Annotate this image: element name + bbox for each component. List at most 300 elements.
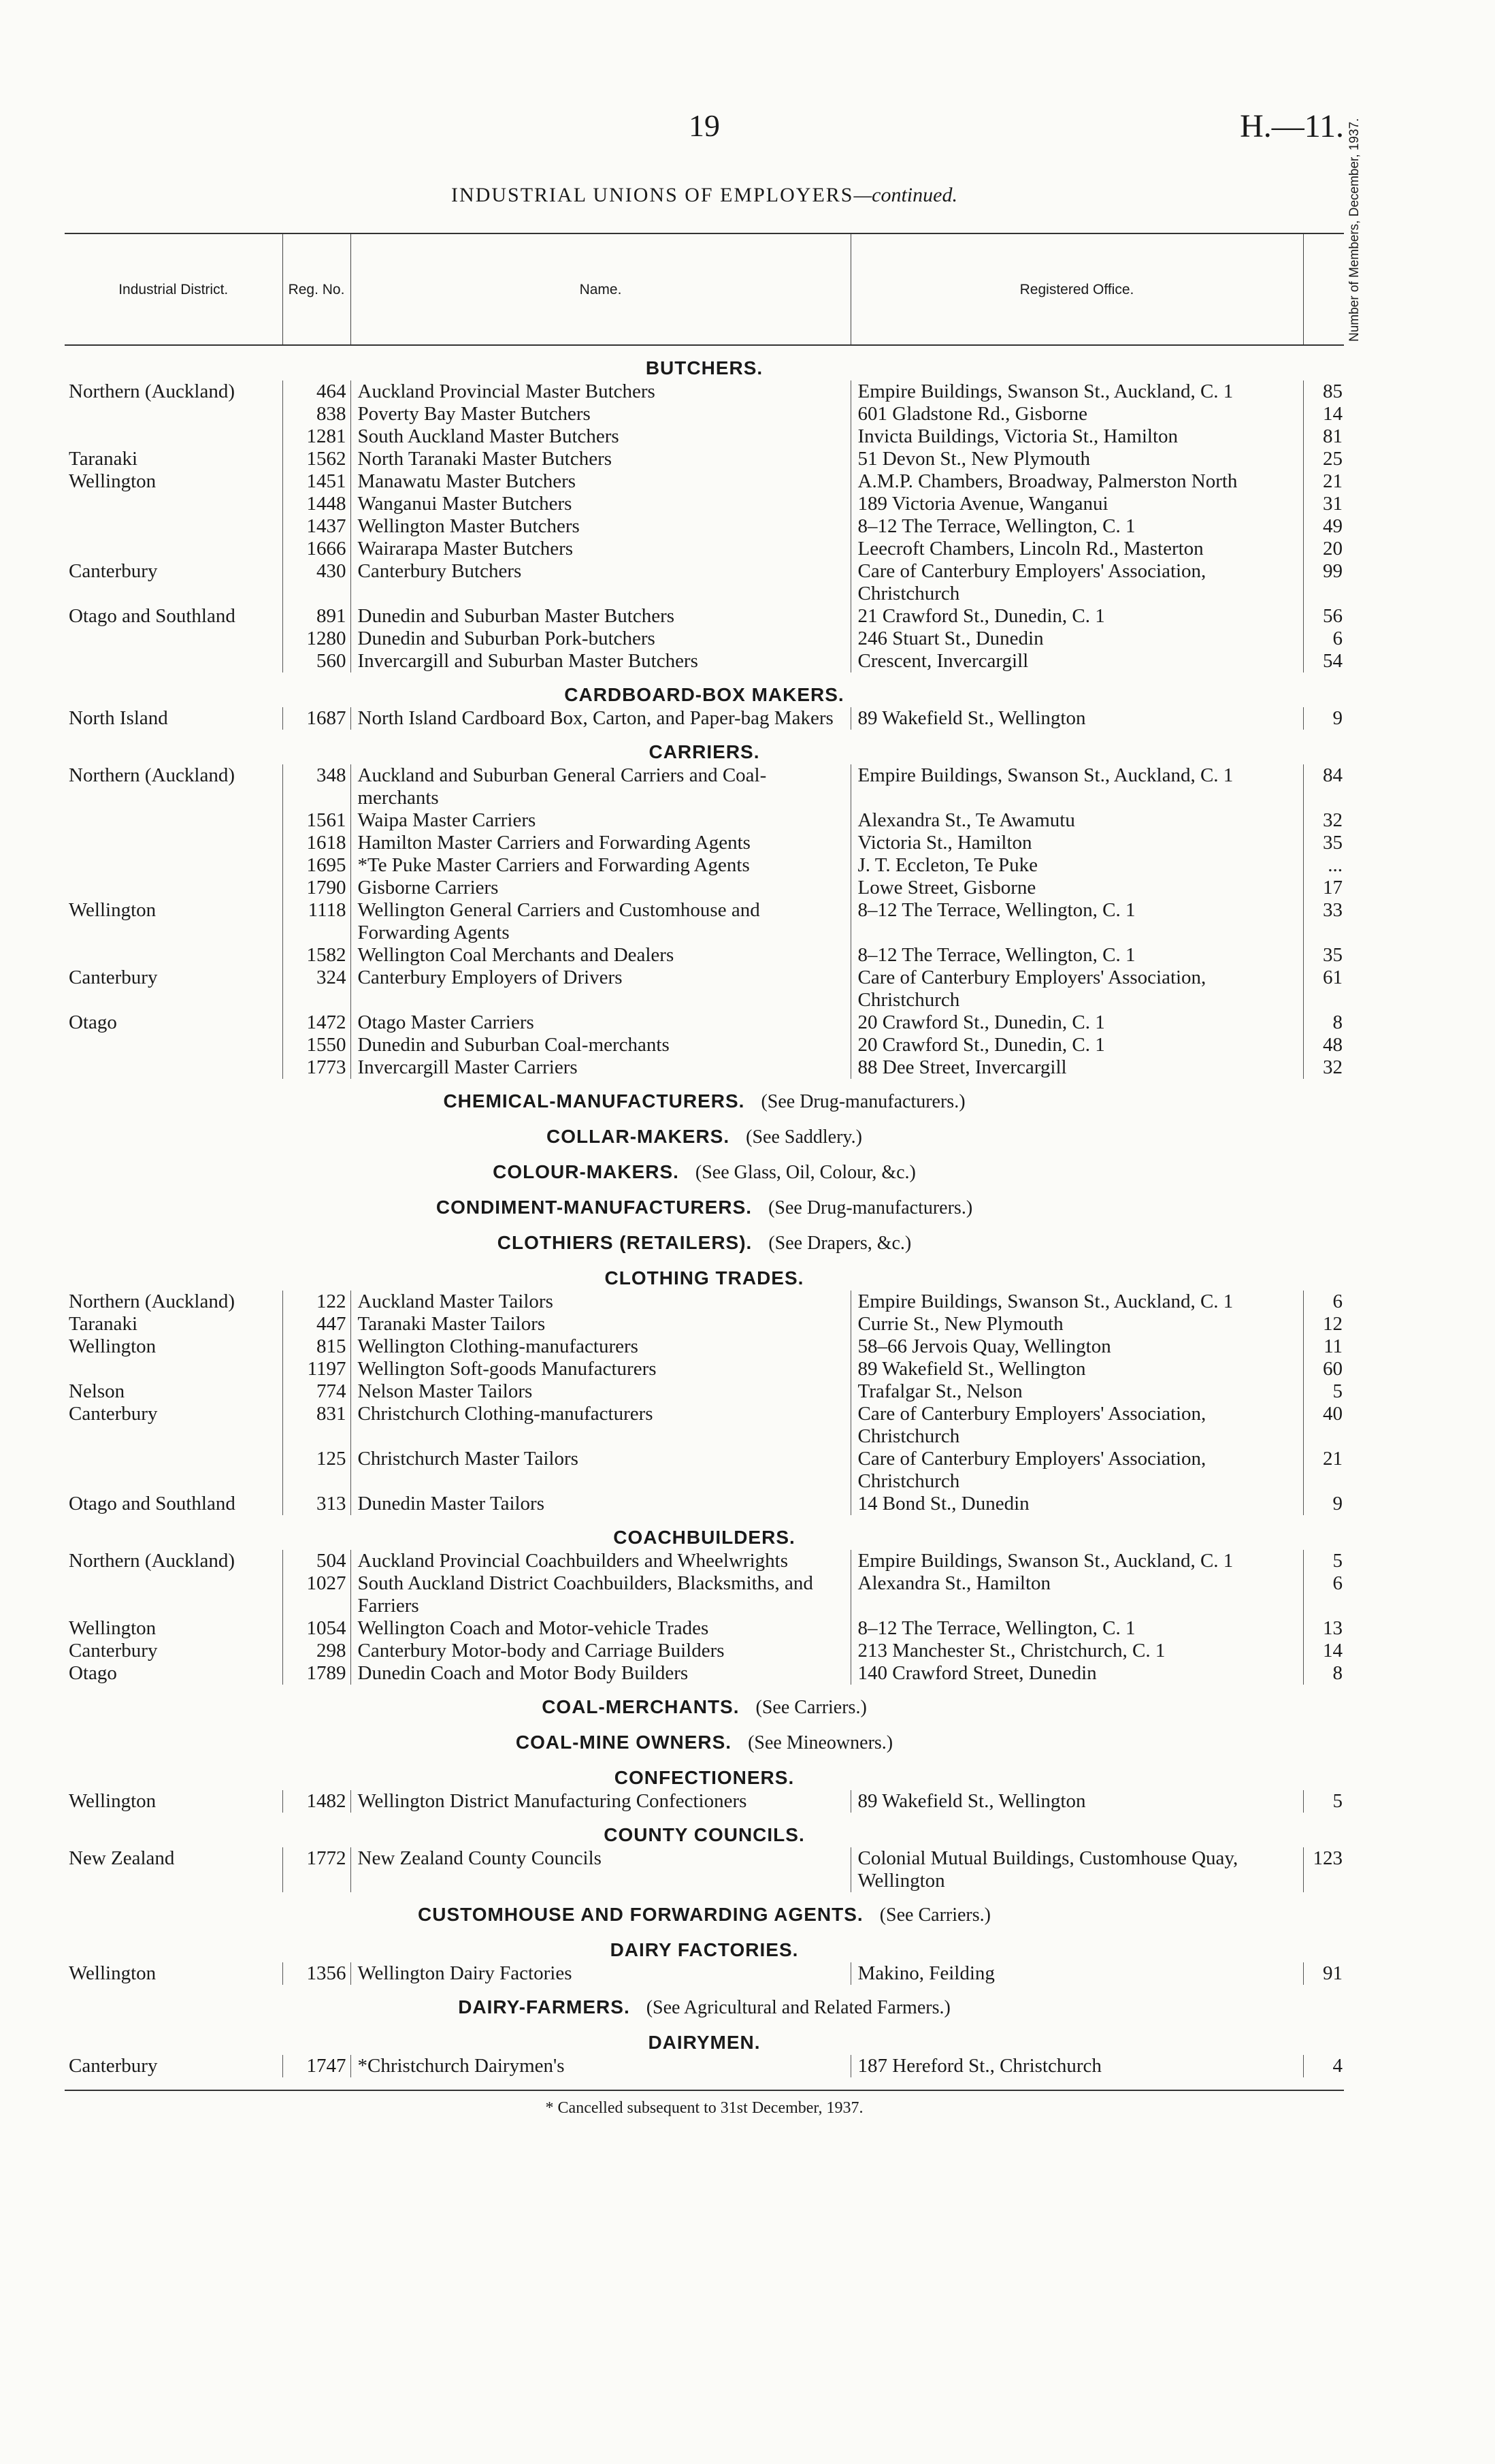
members-cell: 123 (1303, 1847, 1344, 1892)
district-cell (65, 1572, 282, 1617)
union-name-cell: Poverty Bay Master Butchers (350, 403, 851, 425)
section-see-reference: (See Carriers.) (879, 1904, 991, 1926)
members-cell: ... (1303, 854, 1344, 877)
union-name-cell: Dunedin and Suburban Pork-butchers (350, 628, 851, 650)
union-name-cell: Nelson Master Tailors (350, 1380, 851, 1403)
section-heading (65, 2020, 1344, 2055)
office-cell: 89 Wakefield St., Wellington (851, 1790, 1303, 1813)
section-title: CLOTHING TRADES. (604, 1267, 804, 1288)
col-header-name: Name. (350, 233, 851, 345)
reg-no-cell: 1448 (282, 493, 350, 515)
reg-no-cell: 1772 (282, 1847, 350, 1892)
district-cell (65, 650, 282, 672)
section-heading (65, 1150, 1344, 1185)
members-cell: 8 (1303, 1662, 1344, 1685)
district-cell (65, 628, 282, 650)
section-see-reference: (See Drug-manufacturers.) (761, 1091, 966, 1112)
section-heading-row (65, 1720, 1344, 1755)
table-row (65, 628, 1344, 650)
reg-no-cell: 1582 (282, 944, 350, 967)
members-cell: 6 (1303, 628, 1344, 650)
district-cell: Otago and Southland (69, 605, 235, 627)
office-cell: 8–12 The Terrace, Wellington, C. 1 (851, 515, 1303, 538)
office-cell: 8–12 The Terrace, Wellington, C. 1 (851, 899, 1303, 944)
reg-no-cell: 831 (282, 1403, 350, 1448)
table-row (65, 560, 1344, 605)
reg-no-cell: 891 (282, 605, 350, 628)
table-row (65, 1313, 1344, 1335)
district-cell: Wellington (69, 1335, 157, 1357)
reg-no-cell: 838 (282, 403, 350, 425)
members-cell: 8 (1303, 1011, 1344, 1034)
district-cell: Wellington (69, 899, 157, 921)
members-cell: 81 (1303, 425, 1344, 448)
district-cell: Otago (69, 1662, 117, 1684)
office-cell: Currie St., New Plymouth (851, 1313, 1303, 1335)
table-row (65, 854, 1344, 877)
office-cell: 20 Crawford St., Dunedin, C. 1 (851, 1034, 1303, 1056)
members-cell: 56 (1303, 605, 1344, 628)
district-cell (65, 1056, 282, 1079)
table-row (65, 1335, 1344, 1358)
section-heading (65, 1985, 1344, 2020)
reg-no-cell: 1561 (282, 809, 350, 832)
section-heading (65, 1114, 1344, 1150)
union-name-cell: Auckland Master Tailors (350, 1291, 851, 1313)
reg-no-cell: 1618 (282, 832, 350, 854)
district-cell (65, 1448, 282, 1493)
office-cell: 14 Bond St., Dunedin (851, 1493, 1303, 1515)
section-title: CARDBOARD-BOX MAKERS. (564, 684, 844, 705)
reg-no-cell: 313 (282, 1493, 350, 1515)
members-cell: 20 (1303, 538, 1344, 560)
district-cell: Otago and Southland (69, 1493, 235, 1514)
union-name-cell: Manawatu Master Butchers (350, 470, 851, 493)
section-title: DAIRYMEN. (648, 2032, 761, 2053)
table-row (65, 2055, 1344, 2077)
district-cell: Taranaki (69, 448, 138, 470)
union-name-cell: Invercargill and Suburban Master Butchers (350, 650, 851, 672)
union-name-cell: Auckland Provincial Coachbuilders and Wheelwrights (350, 1550, 851, 1572)
office-cell: Invicta Buildings, Victoria St., Hamilton (851, 425, 1303, 448)
district-cell: Wellington (69, 470, 157, 492)
office-cell: Care of Canterbury Employers' Association, Christchurch (851, 1448, 1303, 1493)
district-cell: Otago (69, 1011, 117, 1033)
section-title: CLOTHIERS (RETAILERS). (497, 1232, 753, 1253)
table-row (65, 1572, 1344, 1617)
table-row (65, 809, 1344, 832)
table-row (65, 764, 1344, 809)
section-see-reference: (See Mineowners.) (748, 1732, 893, 1753)
members-cell: 99 (1303, 560, 1344, 605)
district-cell: Nelson (69, 1380, 125, 1402)
reg-no-cell: 1666 (282, 538, 350, 560)
table-row (65, 380, 1344, 403)
union-name-cell: South Auckland District Coachbuilders, Blacksmiths, and Farriers (350, 1572, 851, 1617)
reg-no-cell: 1482 (282, 1790, 350, 1813)
section-heading (65, 1185, 1344, 1220)
section-heading-row (65, 345, 1344, 380)
section-heading-row (65, 1985, 1344, 2020)
office-cell: 189 Victoria Avenue, Wanganui (851, 493, 1303, 515)
table-header-row (65, 233, 1344, 345)
table-row (65, 403, 1344, 425)
office-cell: A.M.P. Chambers, Broadway, Palmerston North (851, 470, 1303, 493)
district-cell (65, 832, 282, 854)
section-title: DAIRY FACTORIES. (610, 1939, 799, 1960)
reg-no-cell: 1027 (282, 1572, 350, 1617)
office-cell: J. T. Eccleton, Te Puke (851, 854, 1303, 877)
reg-no-cell: 324 (282, 967, 350, 1011)
reg-no-cell: 1687 (282, 707, 350, 730)
reg-no-cell: 1562 (282, 448, 350, 470)
members-cell: 32 (1303, 809, 1344, 832)
district-cell: Taranaki (69, 1313, 138, 1335)
office-cell: Lowe Street, Gisborne (851, 877, 1303, 899)
members-cell: 21 (1303, 470, 1344, 493)
page-header (65, 102, 1344, 184)
reg-no-cell: 1789 (282, 1662, 350, 1685)
table-row (65, 650, 1344, 672)
section-title: CARRIERS. (648, 741, 760, 762)
union-name-cell: Gisborne Carriers (350, 877, 851, 899)
members-label: Number of Members, December, 1937. (1347, 118, 1362, 342)
office-cell: Alexandra St., Te Awamutu (851, 809, 1303, 832)
office-cell: 246 Stuart St., Dunedin (851, 628, 1303, 650)
district-cell (65, 425, 282, 448)
section-heading (65, 1928, 1344, 1962)
table-row (65, 899, 1344, 944)
bottom-rule (65, 2090, 1344, 2091)
union-name-cell: Wellington Clothing-manufacturers (350, 1335, 851, 1358)
table-row (65, 605, 1344, 628)
reg-no-cell: 1281 (282, 425, 350, 448)
section-see-reference: (See Agricultural and Related Farmers.) (646, 1997, 951, 2018)
office-cell: 187 Hereford St., Christchurch (851, 2055, 1303, 2077)
table-row (65, 1403, 1344, 1448)
office-cell: Leecroft Chambers, Lincoln Rd., Masterton (851, 538, 1303, 560)
office-cell: Empire Buildings, Swanson St., Auckland, C. 1 (851, 1550, 1303, 1572)
section-see-reference: (See Carriers.) (755, 1697, 867, 1718)
section-see-reference: (See Saddlery.) (746, 1126, 862, 1148)
table-row (65, 1448, 1344, 1493)
district-cell (65, 854, 282, 877)
office-cell: Empire Buildings, Swanson St., Auckland, C. 1 (851, 380, 1303, 403)
table-row (65, 1011, 1344, 1034)
members-cell: 85 (1303, 380, 1344, 403)
members-cell: 9 (1303, 707, 1344, 730)
section-heading (65, 1256, 1344, 1291)
table-row (65, 515, 1344, 538)
reg-no-cell: 1550 (282, 1034, 350, 1056)
union-name-cell: Christchurch Clothing-manufacturers (350, 1403, 851, 1448)
members-cell: 25 (1303, 448, 1344, 470)
district-cell (65, 809, 282, 832)
union-name-cell: Wellington Coal Merchants and Dealers (350, 944, 851, 967)
section-title: COAL-MINE OWNERS. (515, 1732, 732, 1753)
reg-no-cell: 1356 (282, 1962, 350, 1985)
reg-no-cell: 504 (282, 1550, 350, 1572)
col-header-district: Industrial District. (65, 233, 282, 345)
section-see-reference: (See Drapers, &c.) (768, 1233, 912, 1254)
table-row (65, 1617, 1344, 1640)
section-heading (65, 672, 1344, 707)
office-cell: 21 Crawford St., Dunedin, C. 1 (851, 605, 1303, 628)
office-cell: 20 Crawford St., Dunedin, C. 1 (851, 1011, 1303, 1034)
members-cell: 14 (1303, 1640, 1344, 1662)
section-heading-row (65, 1185, 1344, 1220)
section-heading-row (65, 730, 1344, 764)
table-row (65, 1847, 1344, 1892)
section-heading-row (65, 1928, 1344, 1962)
union-name-cell: Wanganui Master Butchers (350, 493, 851, 515)
section-heading-row (65, 1515, 1344, 1550)
district-cell: Northern (Auckland) (69, 1550, 235, 1572)
members-cell: 35 (1303, 944, 1344, 967)
section-see-reference: (See Glass, Oil, Colour, &c.) (695, 1162, 916, 1183)
page-number: 19 (689, 108, 720, 143)
section-heading-row (65, 2020, 1344, 2055)
union-name-cell: New Zealand County Councils (350, 1847, 851, 1892)
reg-no-cell: 1437 (282, 515, 350, 538)
office-cell: 8–12 The Terrace, Wellington, C. 1 (851, 1617, 1303, 1640)
col-header-reg: Reg. No. (282, 233, 350, 345)
section-title: DAIRY-FARMERS. (458, 1996, 630, 2017)
section-title: COLOUR-MAKERS. (493, 1161, 679, 1182)
members-cell: 11 (1303, 1335, 1344, 1358)
table-row (65, 832, 1344, 854)
office-cell: Care of Canterbury Employers' Association, Christchurch (851, 967, 1303, 1011)
section-title: CUSTOMHOUSE AND FORWARDING AGENTS. (418, 1904, 864, 1925)
district-cell (65, 403, 282, 425)
union-name-cell: Taranaki Master Tailors (350, 1313, 851, 1335)
union-name-cell: Wellington Soft-goods Manufacturers (350, 1358, 851, 1380)
table-row (65, 1493, 1344, 1515)
reg-no-cell: 1054 (282, 1617, 350, 1640)
section-title: CHEMICAL-MANUFACTURERS. (443, 1090, 745, 1112)
members-cell: 32 (1303, 1056, 1344, 1079)
section-heading (65, 1079, 1344, 1114)
union-name-cell: Dunedin and Suburban Master Butchers (350, 605, 851, 628)
office-cell: Victoria St., Hamilton (851, 832, 1303, 854)
table-row (65, 448, 1344, 470)
table-row (65, 1034, 1344, 1056)
office-cell: 88 Dee Street, Invercargill (851, 1056, 1303, 1079)
office-cell: 51 Devon St., New Plymouth (851, 448, 1303, 470)
union-name-cell: Canterbury Butchers (350, 560, 851, 605)
section-heading (65, 345, 1344, 380)
district-cell: Canterbury (69, 967, 158, 988)
district-cell (65, 944, 282, 967)
members-cell: 54 (1303, 650, 1344, 672)
reg-no-cell: 1773 (282, 1056, 350, 1079)
section-see-reference: (See Drug-manufacturers.) (768, 1197, 973, 1218)
section-heading (65, 1892, 1344, 1928)
reg-no-cell: 1790 (282, 877, 350, 899)
reg-no-cell: 430 (282, 560, 350, 605)
members-cell: 9 (1303, 1493, 1344, 1515)
members-cell: 91 (1303, 1962, 1344, 1985)
table-row (65, 1550, 1344, 1572)
office-cell: 213 Manchester St., Christchurch, C. 1 (851, 1640, 1303, 1662)
col-header-members (1303, 118, 1362, 345)
reg-no-cell: 348 (282, 764, 350, 809)
table-row (65, 1662, 1344, 1685)
section-heading (65, 1685, 1344, 1720)
reg-no-cell: 464 (282, 380, 350, 403)
union-name-cell: Dunedin and Suburban Coal-merchants (350, 1034, 851, 1056)
section-title: COUNTY COUNCILS. (604, 1824, 805, 1845)
members-cell: 13 (1303, 1617, 1344, 1640)
section-heading-row (65, 1755, 1344, 1790)
table-row (65, 1790, 1344, 1813)
union-name-cell: Wellington Master Butchers (350, 515, 851, 538)
table-row (65, 1640, 1344, 1662)
members-cell: 61 (1303, 967, 1344, 1011)
members-cell: 4 (1303, 2055, 1344, 2077)
union-name-cell: Wellington General Carriers and Customhouse and Forwarding Agents (350, 899, 851, 944)
members-cell: 48 (1303, 1034, 1344, 1056)
district-cell: Northern (Auckland) (69, 1291, 235, 1312)
reg-no-cell: 298 (282, 1640, 350, 1662)
union-name-cell: Auckland Provincial Master Butchers (350, 380, 851, 403)
section-heading-row (65, 1685, 1344, 1720)
page (65, 102, 1362, 2118)
reg-no-cell: 774 (282, 1380, 350, 1403)
members-cell: 31 (1303, 493, 1344, 515)
footnote: * Cancelled subsequent to 31st December, 1937. (545, 2099, 864, 2117)
union-name-cell: Waipa Master Carriers (350, 809, 851, 832)
union-name-cell: North Island Cardboard Box, Carton, and Paper-bag Makers (350, 707, 851, 730)
district-cell: Wellington (69, 1962, 157, 1984)
union-name-cell: Wairarapa Master Butchers (350, 538, 851, 560)
union-name-cell: Otago Master Carriers (350, 1011, 851, 1034)
table-row (65, 1358, 1344, 1380)
union-name-cell: Auckland and Suburban General Carriers and Coal-merchants (350, 764, 851, 809)
table-row (65, 493, 1344, 515)
union-name-cell: Christchurch Master Tailors (350, 1448, 851, 1493)
district-cell: North Island (69, 707, 168, 729)
section-heading-row (65, 1114, 1344, 1150)
section-title: CONFECTIONERS. (614, 1767, 795, 1788)
district-cell: Canterbury (69, 560, 158, 582)
reg-no-cell: 1695 (282, 854, 350, 877)
office-cell: Care of Canterbury Employers' Association, Christchurch (851, 1403, 1303, 1448)
union-name-cell: Canterbury Motor-body and Carriage Builders (350, 1640, 851, 1662)
office-cell: Empire Buildings, Swanson St., Auckland, C. 1 (851, 1291, 1303, 1313)
members-cell: 14 (1303, 403, 1344, 425)
union-name-cell: South Auckland Master Butchers (350, 425, 851, 448)
section-heading-row (65, 1256, 1344, 1291)
district-cell: Canterbury (69, 2055, 158, 2077)
table-row (65, 944, 1344, 967)
reg-no-cell: 447 (282, 1313, 350, 1335)
reg-no-cell: 1472 (282, 1011, 350, 1034)
district-cell: Northern (Auckland) (69, 380, 235, 402)
office-cell: 89 Wakefield St., Wellington (851, 1358, 1303, 1380)
title-main: INDUSTRIAL UNIONS OF EMPLOYERS (451, 184, 854, 206)
union-name-cell: Invercargill Master Carriers (350, 1056, 851, 1079)
section-heading (65, 730, 1344, 764)
union-name-cell: Wellington Dairy Factories (350, 1962, 851, 1985)
district-cell (65, 877, 282, 899)
district-cell (65, 515, 282, 538)
reg-no-cell: 1451 (282, 470, 350, 493)
members-cell: 33 (1303, 899, 1344, 944)
district-cell (65, 1358, 282, 1380)
union-name-cell: Dunedin Master Tailors (350, 1493, 851, 1515)
section-heading (65, 1720, 1344, 1755)
office-cell: Colonial Mutual Buildings, Customhouse Quay, Wellington (851, 1847, 1303, 1892)
union-name-cell: Hamilton Master Carriers and Forwarding Agents (350, 832, 851, 854)
union-name-cell: Dunedin Coach and Motor Body Builders (350, 1662, 851, 1685)
district-cell: Canterbury (69, 1403, 158, 1425)
office-cell: 8–12 The Terrace, Wellington, C. 1 (851, 944, 1303, 967)
section-title: BUTCHERS. (645, 357, 763, 378)
members-cell: 17 (1303, 877, 1344, 899)
office-cell: 140 Crawford Street, Dunedin (851, 1662, 1303, 1685)
members-cell: 21 (1303, 1448, 1344, 1493)
union-name-cell: North Taranaki Master Butchers (350, 448, 851, 470)
table-row (65, 1380, 1344, 1403)
reg-no-cell: 1118 (282, 899, 350, 944)
office-cell: Makino, Feilding (851, 1962, 1303, 1985)
members-cell: 5 (1303, 1790, 1344, 1813)
district-cell (65, 493, 282, 515)
district-cell: Northern (Auckland) (69, 764, 235, 786)
section-heading-row (65, 1813, 1344, 1847)
section-heading (65, 1220, 1344, 1256)
reg-no-cell: 1197 (282, 1358, 350, 1380)
reg-no-cell: 1747 (282, 2055, 350, 2077)
section-heading-row (65, 1150, 1344, 1185)
members-cell: 12 (1303, 1313, 1344, 1335)
table-row (65, 1056, 1344, 1079)
members-cell: 35 (1303, 832, 1344, 854)
section-title: CONDIMENT-MANUFACTURERS. (436, 1197, 753, 1218)
page-title (65, 184, 1344, 207)
members-cell: 6 (1303, 1291, 1344, 1313)
district-cell: Wellington (69, 1617, 157, 1639)
union-name-cell: *Christchurch Dairymen's (350, 2055, 851, 2077)
office-cell: Empire Buildings, Swanson St., Auckland, C. 1 (851, 764, 1303, 809)
title-continued: —continued. (853, 184, 957, 206)
section-title: COLLAR-MAKERS. (546, 1126, 730, 1147)
table-row (65, 877, 1344, 899)
table-body (65, 345, 1344, 2077)
section-heading-row (65, 1079, 1344, 1114)
section-heading-row (65, 672, 1344, 707)
district-cell: New Zealand (69, 1847, 175, 1869)
office-cell: 89 Wakefield St., Wellington (851, 707, 1303, 730)
table-row (65, 1291, 1344, 1313)
section-title: COACHBUILDERS. (613, 1527, 795, 1548)
reg-no-cell: 1280 (282, 628, 350, 650)
table-row (65, 470, 1344, 493)
members-cell: 6 (1303, 1572, 1344, 1617)
section-heading (65, 1813, 1344, 1847)
district-cell: Wellington (69, 1790, 157, 1812)
col-header-office: Registered Office. (851, 233, 1303, 345)
section-heading-row (65, 1220, 1344, 1256)
union-name-cell: Canterbury Employers of Drivers (350, 967, 851, 1011)
section-title: COAL-MERCHANTS. (542, 1696, 740, 1717)
office-cell: Alexandra St., Hamilton (851, 1572, 1303, 1617)
table-row (65, 707, 1344, 730)
table-row (65, 425, 1344, 448)
reg-no-cell: 815 (282, 1335, 350, 1358)
reg-no-cell: 560 (282, 650, 350, 672)
